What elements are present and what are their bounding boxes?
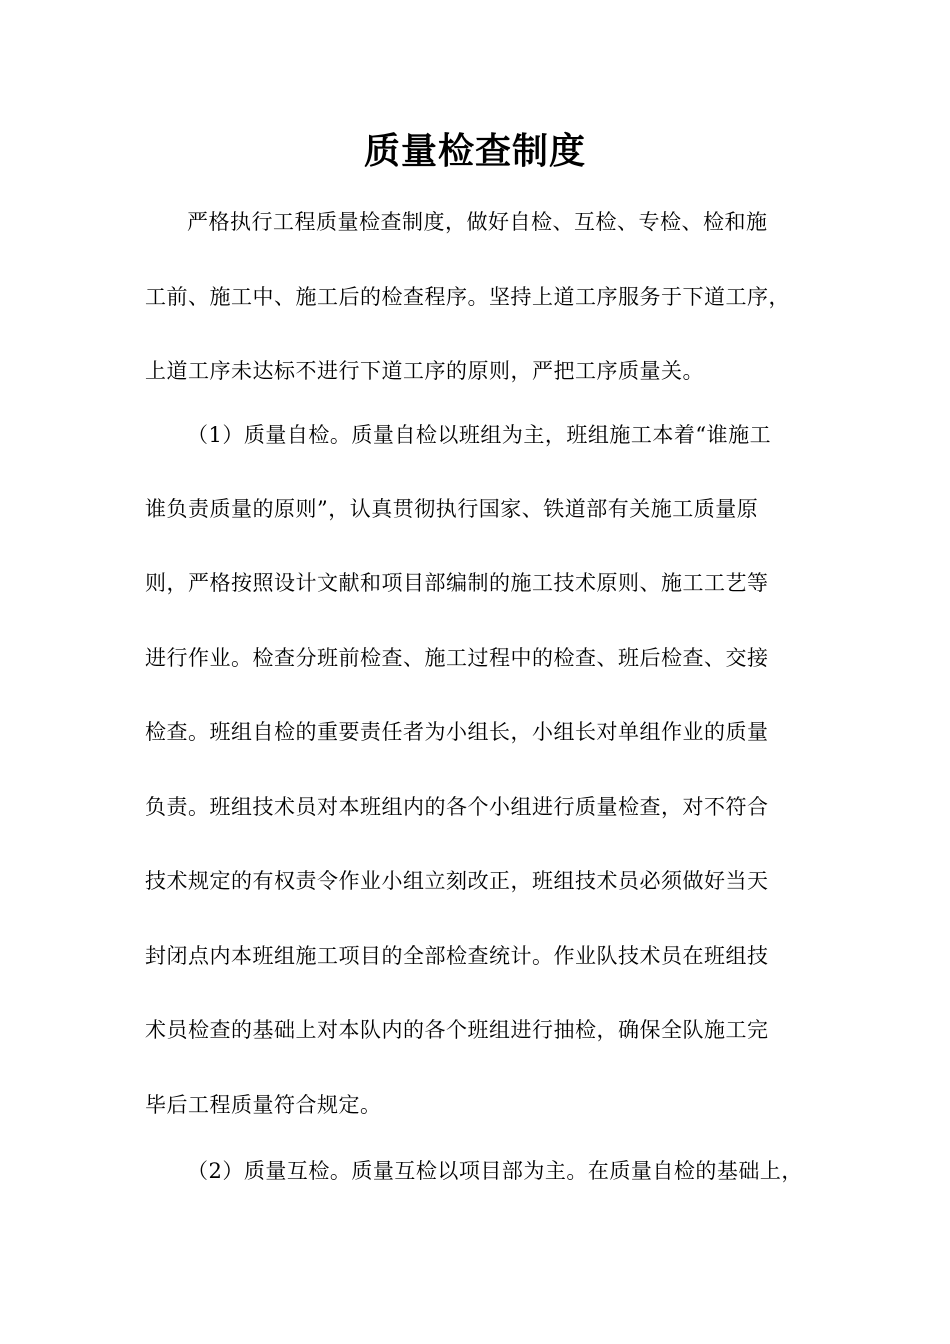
paragraph-line: 上道工序未达标不进行下道工序的原则，严把工序质量关。 [145, 359, 704, 383]
paragraph-line: （2）质量互检。质量互检以项目部为主。在质量自检的基础上， [187, 1159, 803, 1183]
paragraph-line: 毕后工程质量符合规定。 [145, 1093, 382, 1117]
paragraph-line: 技术规定的有权责令作业小组立刻改正，班组技术员必须做好当天 [145, 869, 769, 893]
paragraph-line: 谁负责质量的原则”，认真贯彻执行国家、铁道部有关施工质量原 [145, 497, 759, 521]
paragraph-line: 严格执行工程质量检查制度，做好自检、互检、专检、检和施 [187, 210, 768, 234]
paragraph-line: 工前、施工中、施工后的检查程序。坚持上道工序服务于下道工序， [145, 285, 790, 309]
paragraph-line: （1）质量自检。质量自检以班组为主，班组施工本着“谁施工 [187, 423, 772, 447]
paragraph-line: 进行作业。检查分班前检查、施工过程中的检查、班后检查、交接 [145, 646, 769, 670]
paragraph-line: 封闭点内本班组施工项目的全部检查统计。作业队技术员在班组技 [145, 944, 769, 968]
paragraph-line: 则，严格按照设计文献和项目部编制的施工技术原则、施工工艺等 [145, 571, 769, 595]
paragraph-line: 术员检查的基础上对本队内的各个班组进行抽检，确保全队施工完 [145, 1018, 769, 1042]
document-title: 质量检查制度 [363, 131, 586, 172]
paragraph-line: 负责。班组技术员对本班组内的各个小组进行质量检查，对不符合 [145, 795, 769, 819]
paragraph-line: 检查。班组自检的重要责任者为小组长，小组长对单组作业的质量 [145, 720, 769, 744]
